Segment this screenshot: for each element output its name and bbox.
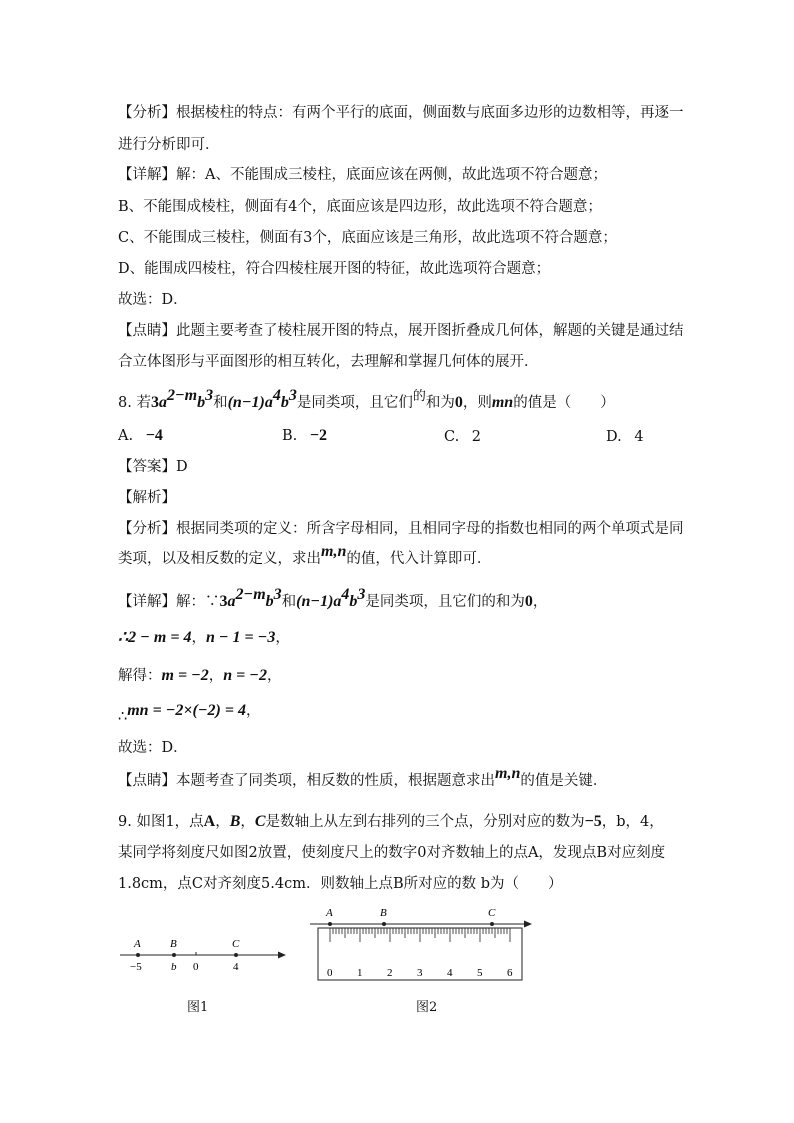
q9-figure2-caption: 图2	[416, 1000, 438, 1015]
q8-solve-line: 解得：m = −2，n = −2，	[118, 667, 282, 684]
q7-choice: 故选：D．	[118, 292, 188, 308]
fig2-point-b	[382, 922, 386, 926]
q8-option-c: C. 2	[444, 429, 482, 445]
fig1-axis-arrow-icon	[278, 952, 286, 959]
q8-stem: 8. 若$3a^{2-m}b^3$和$(n-1)a^4b^3$是同类项，且它们$^的$和为0，则mn的值是（ ）	[118, 387, 615, 411]
ruler-label: 2	[387, 967, 393, 979]
fig1-tick-b: b	[171, 961, 177, 973]
q9-figure1-caption: 图1	[187, 1000, 209, 1015]
q7-detail-c: C、不能围成三棱柱，侧面有3个，底面应该是三角形，故此选项不符合题意；	[118, 230, 617, 246]
ruler-label: 6	[507, 967, 513, 979]
fig2-axis-arrow-icon	[524, 921, 532, 928]
q8-analysis-line2: 类项，以及相反数的定义，求出$^{m,n}$的值，代入计算即可．	[118, 543, 492, 567]
fig1-point-b	[172, 953, 176, 957]
q7-detail-d: D、能围成四棱柱，符合四棱柱展开图的特征，故此选项符合题意；	[118, 261, 551, 277]
fig1-label-b: B	[170, 938, 177, 950]
fig2-label-b: B	[380, 907, 387, 919]
ruler-label: 0	[327, 967, 333, 979]
fig2-label-a: A	[326, 907, 333, 919]
ruler-label: 5	[477, 967, 483, 979]
fig2-label-c: C	[488, 907, 496, 919]
q7-detail-b: B、不能围成棱柱，侧面有4个，底面应该是四边形，故此选项不符合题意；	[118, 199, 602, 215]
fig1-tick-4: 4	[233, 961, 239, 973]
fig2-point-c	[490, 922, 494, 926]
fig2-ruler-labels	[327, 967, 513, 979]
q8-number: 8. 若	[118, 395, 151, 411]
q8-analysis-line1: 【分析】根据同类项的定义：所含字母相同，且相同字母的指数也相同的两个单项式是同	[118, 521, 684, 537]
ruler-label: 4	[447, 967, 453, 979]
q9-figure2-ruler	[306, 904, 536, 984]
q8-option-d: D. 4	[606, 429, 644, 445]
q7-analysis-line1: 【分析】根据棱柱的特点：有两个平行的底面，侧面数与底面多边形的边数相等，再逐一	[118, 105, 684, 121]
q8-choice: 故选：D．	[118, 740, 188, 756]
q8-product-line: ∴mn = −2×(−2) = 4，	[118, 702, 261, 725]
fig2-ruler-ticks	[330, 928, 510, 942]
fig1-tick-neg5: −5	[130, 961, 142, 973]
q9-line1: 9. 如图1，点A，B，C是数轴上从左到右排列的三个点，分别对应的数为−5，b，4，	[118, 813, 664, 830]
q7-comment-line2: 合立体图形与平面图形的相互转化，去理解和掌握几何体的展开．	[118, 354, 539, 370]
q8-detail: 【详解】解：$\because 3a^{2-m}b^3$和$(n-1)a^4b^3$是同类项，且它们的和为0，	[118, 586, 548, 610]
q9-figure1-number-line	[116, 932, 296, 982]
q7-comment-line1: 【点睛】此题主要考查了棱柱展开图的特点，展开图折叠成几何体，解题的关键是通过结	[118, 323, 684, 339]
ruler-label: 3	[417, 967, 423, 979]
fig1-label-c: C	[232, 938, 240, 950]
fig1-tick-0: 0	[193, 961, 199, 973]
q8-option-b: B. −2	[282, 427, 327, 444]
q8-jiexi: 【解析】	[118, 490, 176, 506]
q8-eq-line: ∴2 − m = 4，n − 1 = −3，	[118, 629, 290, 646]
q9-line3: 1.8cm，点C对齐刻度5.4cm．则数轴上点B所对应的数 b为（ ）	[118, 876, 563, 892]
fig2-point-a	[328, 922, 332, 926]
q8-option-a: A. −4	[118, 427, 163, 444]
fig1-point-c	[234, 953, 238, 957]
q9-line2: 某同学将刻度尺如图2放置，使刻度尺上的数字0对齐数轴上的点A，发现点B对应刻度	[118, 845, 666, 861]
q7-detail-a: 【详解】解：A、不能围成三棱柱，底面应该在两侧，故此选项不符合题意；	[118, 167, 607, 183]
fig1-point-a	[136, 953, 140, 957]
fig1-label-a: A	[134, 938, 141, 950]
q8-comment: 【点睛】本题考查了同类项，相反数的性质，根据题意求出$^{m,n}$的值是关键．	[118, 765, 608, 789]
q8-answer: 【答案】D	[118, 459, 188, 475]
ruler-label: 1	[357, 967, 363, 979]
q7-analysis-line2: 进行分析即可．	[118, 137, 220, 153]
